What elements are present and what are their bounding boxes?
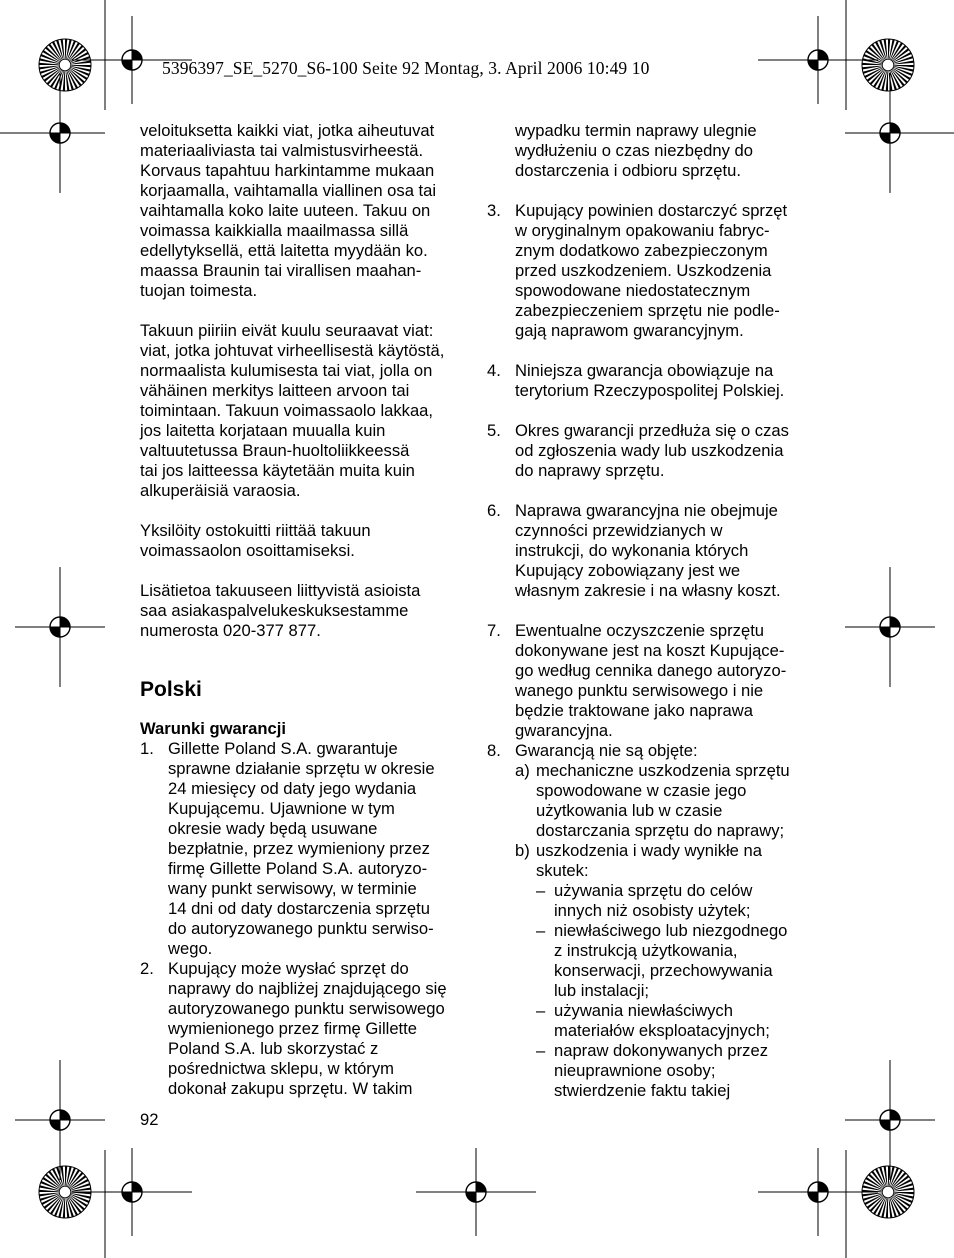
page-number: 92: [140, 1110, 159, 1129]
paragraph-line: korjaamalla, vaihtamalla viallinen osa tai: [140, 181, 437, 200]
paragraph-line: edellytyksellä, että laitetta myydään ko.: [140, 241, 428, 260]
paragraph-line: materiaaliviasta tai valmistusvirheestä.: [140, 141, 424, 160]
list-item-line: 6. Naprawa gwarancyjna nie obejmuje: [487, 501, 778, 520]
dash-item-line: materiałów eksploatacyjnych;: [554, 1021, 770, 1040]
dash-item-line: – używania sprzętu do celów: [536, 881, 753, 900]
list-item-line: naprawy do najbliżej znajdującego się: [168, 979, 447, 998]
dash-bullet: –: [536, 881, 546, 900]
subitem-line: dostarczania sprzętu do naprawy;: [536, 821, 785, 840]
print-slug-line: 5396397_SE_5270_S6-100 Seite 92 Montag, 3. April 2006 10:49 10: [162, 58, 650, 78]
list-item-line: wany punkt serwisowy, w terminie: [168, 879, 417, 898]
paragraph-line: Lisätietoa takuuseen liittyvistä asioista: [140, 581, 421, 600]
finnish-paragraph-2: [140, 321, 470, 501]
list-item-line: 24 miesięcy od daty jego wydania: [168, 779, 417, 798]
subitem-label: a): [515, 761, 530, 780]
list-item-line: dokonał zakupu sprzętu. W takim: [168, 1079, 413, 1098]
list-item-number: 3.: [487, 201, 501, 220]
paragraph-line: tai jos laitteessa käytetään muita kuin: [140, 461, 415, 480]
list-item-line: w oryginalnym opakowaniu fabryc-: [515, 221, 770, 240]
warranty-list-item: [140, 959, 470, 1099]
list-item-line: 3. Kupujący powinien dostarczyć sprzęt: [487, 201, 788, 220]
list-item-line: Poland S.A. lub skorzystać z: [168, 1039, 379, 1058]
warranty-conditions-subheading: Warunki gwarancji: [140, 719, 286, 738]
subitem-label: b): [515, 841, 530, 860]
list-item-line: od zgłoszenia wady lub uszkodzenia: [515, 441, 784, 460]
dash-item-line: lub instalacji;: [554, 981, 650, 1000]
paragraph-line: vähäinen merkitys laitteen arvoon tai: [140, 381, 410, 400]
dash-item-line: nieuprawnione osoby;: [554, 1061, 716, 1080]
dash-bullet: –: [536, 1041, 546, 1060]
paragraph-line: Korvaus tapahtuu harkintamme mukaan: [140, 161, 435, 180]
finnish-paragraph-1: [140, 121, 470, 301]
finnish-paragraph-4: [140, 581, 470, 641]
list-item-line: okresie wady będą usuwane: [168, 819, 378, 838]
list-item-number: 7.: [487, 621, 501, 640]
list-item-number: 2.: [140, 959, 154, 978]
list-item-line: wanego punktu serwisowego i nie: [515, 681, 764, 700]
section-heading-polski: Polski: [140, 678, 202, 701]
list-item-line: 2. Kupujący może wysłać sprzęt do: [140, 959, 409, 978]
list-item-line: Kupujący zobowiązany jest we: [515, 561, 741, 580]
dash-item-line: – napraw dokonywanych przez: [536, 1041, 768, 1060]
paragraph-line: voimassaolon osoittamiseksi.: [140, 541, 355, 560]
list-item-line: dostarczenia i odbioru sprzętu.: [515, 161, 741, 180]
warranty-list-item: [487, 121, 827, 181]
list-item-line: autoryzowanego punktu serwisowego: [168, 999, 445, 1018]
list-item-line: własnym zakresie i na własny koszt.: [515, 581, 781, 600]
list-item-line: gają naprawom gwarancyjnym.: [515, 321, 744, 340]
list-item-line: znym dodatkowo zabezpieczonym: [515, 241, 768, 260]
dash-item-line: – niewłaściwego lub niezgodnego: [536, 921, 788, 940]
finnish-warranty-column: [140, 121, 470, 641]
paragraph-line: numerosta 020-377 877.: [140, 621, 321, 640]
list-item-line: wego.: [168, 939, 213, 958]
warranty-list-item: [487, 621, 827, 741]
list-item-line: czynności przewidzianych w: [515, 521, 723, 540]
list-item-line: spowodowane niedostatecznym: [515, 281, 751, 300]
dash-item-line: innych niż osobisty użytek;: [554, 901, 751, 920]
dash-item-line: konserwacji, przechowywania: [554, 961, 773, 980]
list-item-line: 7. Ewentualne oczyszczenie sprzętu: [487, 621, 765, 640]
list-item-line: 5. Okres gwarancji przedłuża się o czas: [487, 421, 789, 440]
paragraph-line: valtuutetussa Braun-huoltoliikkeessä: [140, 441, 410, 460]
dash-bullet: –: [536, 921, 546, 940]
list-item-number: 4.: [487, 361, 501, 380]
list-item-line: go według cennika danego autoryzo-: [515, 661, 787, 680]
list-item-line: będzie traktowane jako naprawa: [515, 701, 753, 720]
item-8-subitems: [487, 761, 827, 1101]
list-item-line: bezpłatnie, przez wymieniony przez: [168, 839, 430, 858]
polish-warranty-left-column: [140, 719, 470, 1099]
paragraph-line: tuojan toimesta.: [140, 281, 258, 300]
paragraph-line: Yksilöity ostokuitti riittää takuun: [140, 521, 371, 540]
list-item-line: terytorium Rzeczypospolitej Polskiej.: [515, 381, 785, 400]
paragraph-line: normaalista kulumisesta tai viat, jolla on: [140, 361, 433, 380]
list-item-line: wypadku termin naprawy ulegnie: [515, 121, 757, 140]
paragraph-line: toimintaan. Takuun voimassaolo lakkaa,: [140, 401, 434, 420]
paragraph-line: viat, jotka johtuvat virheellisestä käytöstä,: [140, 341, 445, 360]
warranty-list-item: [487, 421, 827, 481]
subitem-line: a) mechaniczne uszkodzenia sprzętu: [515, 761, 790, 780]
list-item-number: 8.: [487, 741, 501, 760]
list-item-line: wymienionego przez firmę Gillette: [168, 1019, 418, 1038]
list-item-number: 5.: [487, 421, 501, 440]
warranty-list-item: [487, 201, 827, 341]
list-item-line: przed uszkodzeniem. Uszkodzenia: [515, 261, 772, 280]
warranty-list-item: [487, 501, 827, 601]
dash-item-line: stwierdzenie faktu takiej: [554, 1081, 731, 1100]
polish-warranty-right-column: [487, 121, 827, 1101]
list-item-line: sprawne działanie sprzętu w okresie: [168, 759, 435, 778]
paragraph-line: maassa Braunin tai virallisen maahan-: [140, 261, 422, 280]
list-item-line: 4. Niniejsza gwarancja obowiązuje na: [487, 361, 774, 380]
list-item-line: 1. Gillette Poland S.A. gwarantuje: [140, 739, 398, 758]
subitem-line: użytkowania lub w czasie: [536, 801, 723, 820]
warranty-list-item: [487, 361, 827, 401]
list-item-line: zabezpieczeniem sprzętu nie podle-: [515, 301, 780, 320]
warranty-list-item: [487, 741, 827, 761]
list-item-line: 8. Gwarancją nie są objęte:: [487, 741, 698, 760]
subitem-line: skutek:: [536, 861, 589, 880]
dash-item-line: z instrukcją użytkowania,: [554, 941, 738, 960]
list-item-number: 6.: [487, 501, 501, 520]
list-item-number: 1.: [140, 739, 154, 758]
paragraph-line: saa asiakaspalvelukeskuksestamme: [140, 601, 409, 620]
finnish-paragraph-3: [140, 521, 470, 561]
list-item-line: 14 dni od daty dostarczenia sprzętu: [168, 899, 430, 918]
paragraph-line: Takuun piiriin eivät kuulu seuraavat viat:: [140, 321, 434, 340]
list-item-line: firmę Gillette Poland S.A. autoryzo-: [168, 859, 428, 878]
list-item-line: wydłużeniu o czas niezbędny do: [515, 141, 753, 160]
paragraph-line: jos laitetta korjataan muualla kuin: [140, 421, 386, 440]
list-item-line: do naprawy sprzętu.: [515, 461, 665, 480]
list-item-line: instrukcji, do wykonania których: [515, 541, 749, 560]
paragraph-line: vaihtamalla koko laite uuteen. Takuu on: [140, 201, 431, 220]
list-item-line: do autoryzowanego punktu serwiso-: [168, 919, 434, 938]
dash-bullet: –: [536, 1001, 546, 1020]
paragraph-line: voimassa kaikkialla maailmassa sillä: [140, 221, 409, 240]
list-item-line: pośrednictwa sklepu, w którym: [168, 1059, 394, 1078]
list-item-line: gwarancyjna.: [515, 721, 613, 740]
warranty-list-item: [140, 739, 470, 959]
list-item-line: Kupującemu. Ujawnione w tym: [168, 799, 395, 818]
paragraph-line: alkuperäisiä varaosia.: [140, 481, 301, 500]
subitem-line: b) uszkodzenia i wady wynikłe na: [515, 841, 762, 860]
paragraph-line: veloituksetta kaikki viat, jotka aiheutuvat: [140, 121, 435, 140]
dash-item-line: – używania niewłaściwych: [536, 1001, 733, 1020]
list-item-line: dokonywane jest na koszt Kupujące-: [515, 641, 785, 660]
subitem-line: spowodowane w czasie jego: [536, 781, 747, 800]
